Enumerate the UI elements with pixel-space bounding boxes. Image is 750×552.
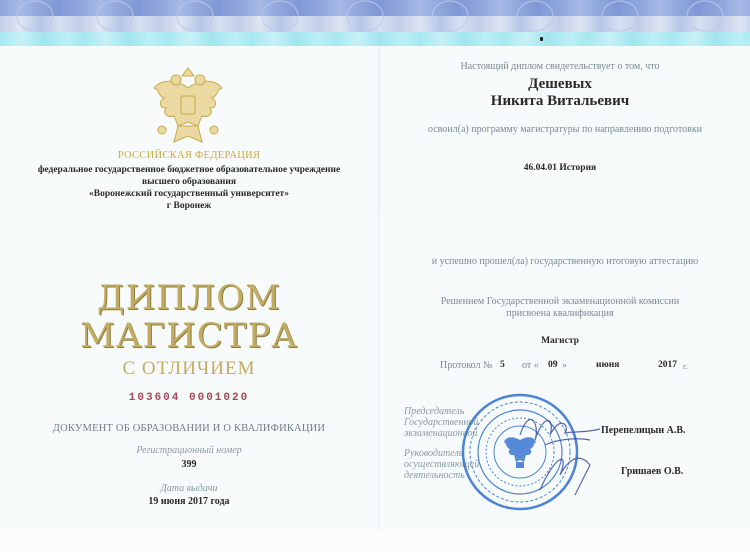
head-label-line-2: осуществляющей — [404, 459, 480, 470]
institution-line-2: высшего образования — [142, 177, 236, 187]
ornament-ovals-icon — [0, 0, 750, 32]
protocol-day-close: » — [562, 360, 567, 371]
commission-line-1: Решением Государственной экзаменационной комиссии — [440, 296, 680, 307]
head-label-line-3: деятельность — [404, 470, 465, 481]
serial-number: 103604 0001020 — [128, 392, 250, 404]
head-label-line-1: Руководитель — [404, 448, 464, 459]
chair-label-line-3: экзаменационной — [404, 428, 478, 439]
bottom-margin — [0, 530, 750, 552]
specialty: 46.04.01 История — [523, 163, 597, 173]
protocol-from: от « — [522, 360, 539, 371]
reg-number: 399 — [181, 459, 197, 470]
honors-label: С ОТЛИЧИЕМ — [122, 358, 256, 379]
intro-text: Настоящий диплом свидетельствует о том, что — [460, 61, 660, 72]
diploma-title: ДИПЛОМ — [96, 278, 281, 318]
ink-speck — [540, 37, 543, 41]
protocol-year-suffix: г. — [683, 362, 688, 371]
protocol-line — [440, 360, 750, 374]
commission-line-2: присвоена квалификация — [506, 308, 614, 319]
graduate-given-names: Никита Витальевич — [490, 93, 630, 109]
protocol-day: 09 — [548, 360, 558, 370]
protocol-month: июня — [596, 360, 620, 370]
document-type: ДОКУМЕНТ ОБ ОБРАЗОВАНИИ И О КВАЛИФИКАЦИИ — [52, 423, 326, 434]
double-headed-eagle-emblem-icon — [148, 66, 228, 154]
chair-label-line-1: Председатель — [404, 406, 465, 417]
diploma-degree: МАГИСТРА — [79, 316, 299, 356]
graduate-surname: Дешевых — [528, 76, 592, 92]
protocol-number: 5 — [500, 360, 505, 370]
protocol-year: 2017 — [658, 360, 677, 370]
attestation-text: и успешно прошел(ла) государственную итоговую аттестацию — [431, 256, 699, 267]
head-name: Гришаев О.В. — [621, 466, 684, 477]
reg-number-label: Регистрационный номер — [136, 445, 242, 456]
chair-label-line-2: Государственной — [404, 417, 479, 428]
program-text: освоил(а) программу магистратуры по направлению подготовки — [427, 124, 703, 135]
qualification: Магистр — [541, 336, 579, 346]
issue-date-label: Дата выдачи — [160, 483, 218, 494]
protocol-label: Протокол № — [440, 360, 493, 371]
chair-name: Перепелицын А.В. — [601, 425, 686, 436]
left-page — [0, 46, 378, 506]
institution-line-1: федеральное государственное бюджетное образовательное учреждение — [37, 165, 341, 175]
handwritten-signatures-icon — [500, 395, 620, 505]
issue-date: 19 июня 2017 года — [148, 496, 230, 507]
institution-city: г Воронеж — [166, 201, 212, 211]
security-band-cyan — [0, 32, 750, 46]
institution-line-3: «Воронежский государственный университет» — [89, 189, 289, 199]
country-label: РОССИЙСКАЯ ФЕДЕРАЦИЯ — [117, 150, 261, 161]
